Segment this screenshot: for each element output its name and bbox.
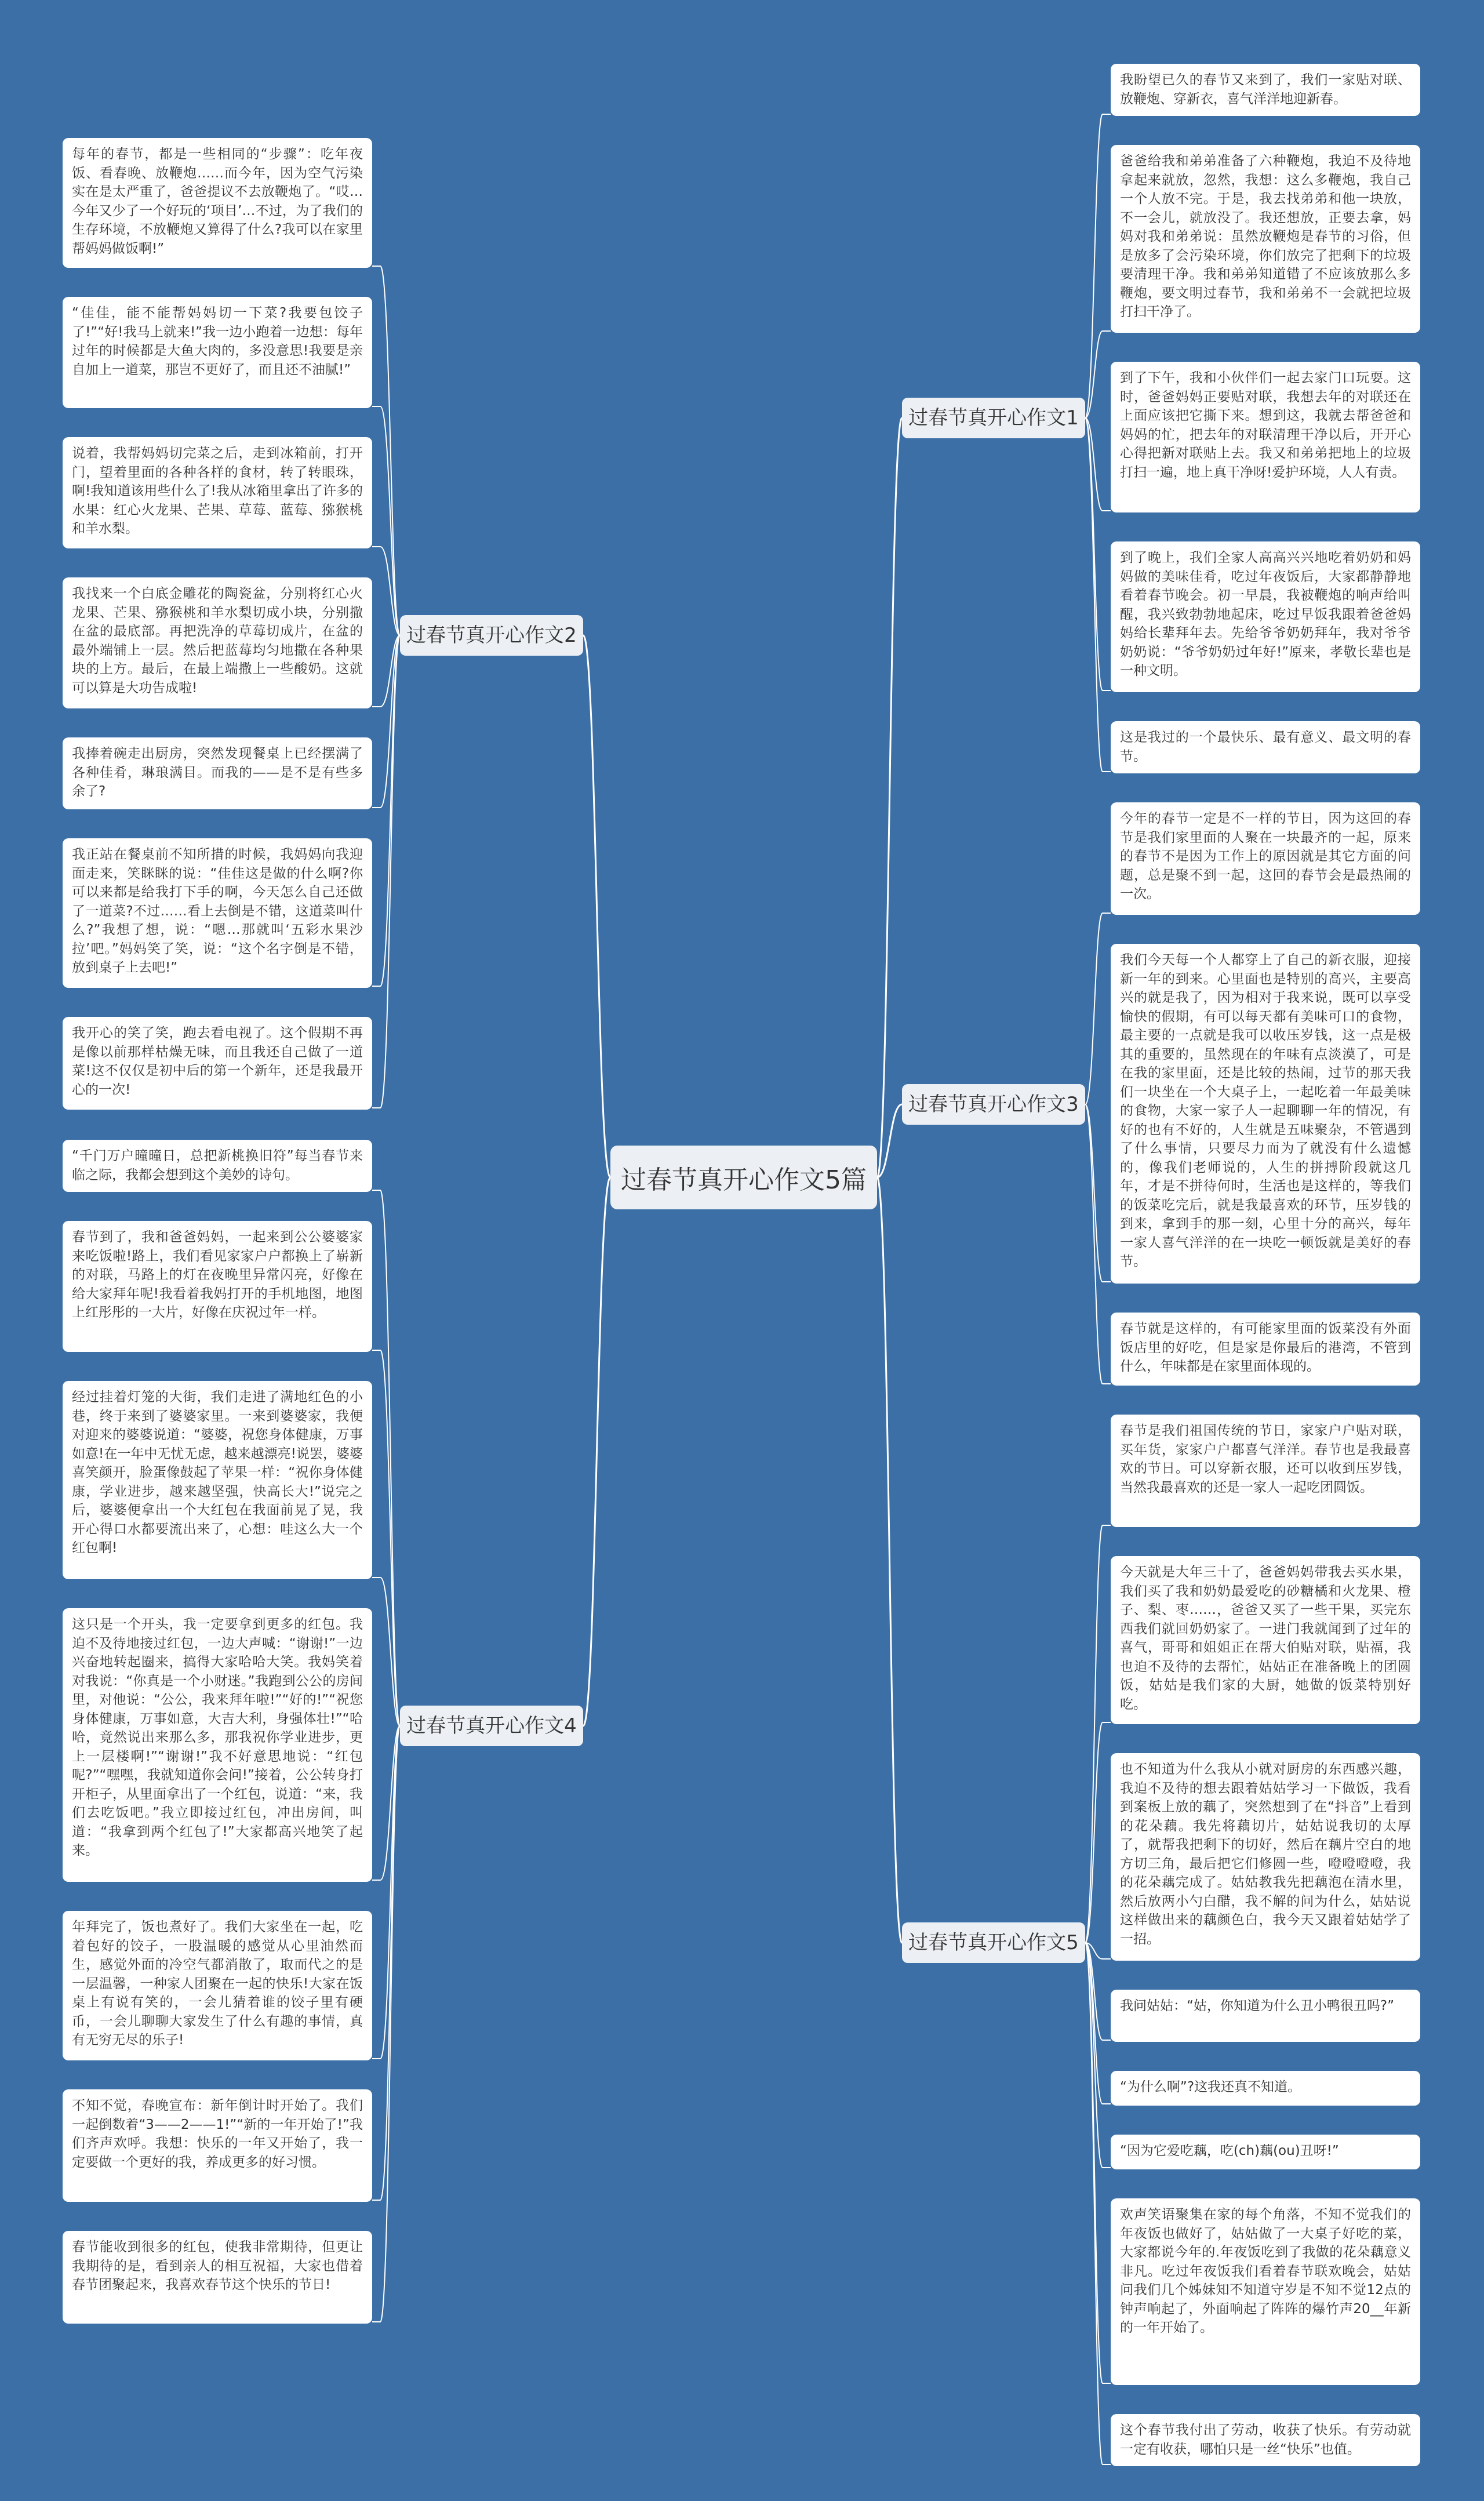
leaf-3-2: 我们今天每一个人都穿上了自己的新衣服，迎接新一年的到来。心里面也是特别的高兴，主要高兴的就是我了，因为相对于我来说，既可以享受愉快的假期，有可以每天都有美味可口的食物，最主要的一点就是我可以收压岁钱，这一点是极其的重要的，虽然现在的年味有点淡漠了，可是在我的家里面，还是比较的热闹，过节的那天我们一块坐在一个大桌子上，一起吃着一年最美味的食物，大家一家子人一起聊聊一年的情况，有好的也有不好的，人生就是五味聚杂，不管遇到了什么事情，只要尽力而为了就没有什么遗憾的，像我们老师说的，人生的拼搏阶段就这几年，才是不拼待何时，生活也是这样的，等我们的饭菜吃完后，就是我最喜欢的环节，压岁钱的到来，拿到手的那一刻，心里十分的高兴，每年一家人喜气洋洋的在一块吃一顿饭就是美好的春节。 [1111,944,1420,1284]
connector [1085,1943,1111,2464]
connector [877,1177,902,1943]
leaf-3-1: 今年的春节一定是不一样的节日，因为这回的春节是我们家里面的人聚在一块最齐的一起，原来的春节不是因为工作上的原因就是其它方面的问题，总是聚不到一起，这回的春节会是最热闹的一次。 [1111,802,1420,915]
connector [372,266,400,635]
connector [372,1190,400,1726]
leaf-5-8: 这个春节我付出了劳动，收获了快乐。有劳动就一定有收获，哪怕只是一丝“快乐”也值。 [1111,2414,1420,2466]
connector [372,547,400,635]
leaf-1-1: 我盼望已久的春节又来到了，我们一家贴对联、放鞭炮、穿新衣，喜气洋洋地迎新春。 [1111,64,1420,116]
connector [1085,1104,1111,1384]
leaf-4-6: 不知不觉，春晚宣布：新年倒计时开始了。我们一起倒数着“3——2——1!”“新的一年开始了!”我们齐声欢呼。我想：快乐的一年又开始了，我一定要做一个更好的我，养成更多的好习惯。 [63,2089,372,2202]
connector [583,1177,610,1726]
leaf-2-5: 我捧着碗走出厨房，突然发现餐桌上已经摆满了各种佳肴，琳琅满目。而我的——是不是有些多余了? [63,737,372,809]
leaf-1-3: 到了下午，我和小伙伴们一起去家门口玩耍。这时，爸爸妈妈正要贴对联，我想去年的对联还在上面应该把它撕下来。想到这，我就去帮爸爸和妈妈的忙，把去年的对联清理干净以后，开开心心得把新对联贴上去。我又和弟弟把地上的垃圾打扫一遍，地上真干净呀!爱护环境，人人有责。 [1111,362,1420,512]
leaf-5-7: 欢声笑语聚集在家的每个角落，不知不觉我们的年夜饭也做好了，姑姑做了一大桌子好吃的菜，大家都说今年的.年夜饭吃到了我做的花朵藕意义非凡。吃过年夜饭我们看着春节联欢晚会，姑姑问我们几个姊妹知不知道守岁是不知不觉12点的钟声响起了，外面响起了阵阵的爆竹声20__年新的一年开始了。 [1111,2198,1420,2385]
leaf-5-6: “因为它爱吃藕，吃(ch)藕(ou)丑呀!” [1111,2135,1420,2169]
leaf-2-7: 我开心的笑了笑，跑去看电视了。这个假期不再是像以前那样枯燥无味，而且我还自己做了一道菜!这不仅仅是初中后的第一个新年，还是我最开心的一次! [63,1017,372,1110]
connector [1085,331,1111,418]
leaf-5-2: 今天就是大年三十了，爸爸妈妈带我去买水果，我们买了我和奶奶最爱吃的砂糖橘和火龙果、橙子、梨、枣……，爸爸又买了一些干果，买完东西我们就回奶奶家了。一进门我就闻到了过年的喜气，哥哥和姐姐正在帮大伯贴对联，贴福，我也迫不及待的去帮忙，姑姑正在准备晚上的团圆饭，姑姑是我们家的大厨，她做的饭菜特别好吃。 [1111,1556,1420,1724]
leaf-5-1: 春节是我们祖国传统的节日，家家户户贴对联，买年货，家家户户都喜气洋洋。春节也是我最喜欢的节日。可以穿新衣服，还可以收到压岁钱，当然我最喜欢的还是一家人一起吃团圆饭。 [1111,1415,1420,1527]
leaf-1-4: 到了晚上，我们全家人高高兴兴地吃着奶奶和妈妈做的美味佳肴，吃过年夜饭后，大家都静静地看着春节晚会。初一早晨，我被鞭炮的响声给叫醒，我兴致勃勃地起床，吃过早饭我跟着爸爸妈妈给长辈拜年去。先给爷爷奶奶拜年，我对爷爷奶奶说：“爷爷奶奶过年好!”原来，孝敬长辈也是一种文明。 [1111,541,1420,692]
root-topic[interactable]: 过春节真开心作文5篇 [610,1146,877,1209]
connector [372,635,400,986]
branch-topic-2[interactable]: 过春节真开心作文2 [400,615,583,656]
connector [372,1726,400,2200]
leaf-5-5: “为什么啊”?这我还真不知道。 [1111,2071,1420,2106]
leaf-5-4: 我问姑姑：“姑，你知道为什么丑小鸭很丑吗?” [1111,1990,1420,2042]
connector [1085,1943,1111,2383]
leaf-2-2: “佳佳，能不能帮妈妈切一下菜?我要包饺子了!”“好!我马上就来!”我一边小跑着一边想：每年过年的时候都是大鱼大肉的，多没意思!我要是亲自加上一道菜，那岂不更好了，而且还不油腻!” [63,297,372,408]
leaf-1-2: 爸爸给我和弟弟准备了六种鞭炮，我迫不及待地拿起来就放，忽然，我想：这么多鞭炮，我自己一个人放不完。于是，我去找弟弟和他一块放，不一会儿，就放没了。我还想放，正要去拿，妈妈对我和弟弟说：虽然放鞭炮是春节的习俗，但是放多了会污染环境，你们放完了把剩下的垃圾要清理干净。我和弟弟知道错了不应该放那么多鞭炮，要文明过春节，我和弟弟不一会就把垃圾打扫干净了。 [1111,145,1420,333]
branch-topic-5[interactable]: 过春节真开心作文5 [902,1922,1085,1963]
connector [372,1726,400,2322]
connector [1085,418,1111,511]
leaf-4-3: 经过挂着灯笼的大街，我们走进了满地红色的小巷，终于来到了婆婆家里。一来到婆婆家，我便对迎来的婆婆说道：“婆婆，祝您身体健康，万事如意!在一年中无忧无虑，越来越漂亮!说罢，婆婆喜笑颜开，脸蛋像鼓起了苹果一样：“祝你身体健康，学业进步，越来越坚强，快高长大!”说完之后，婆婆便拿出一个大红包在我面前晃了晃，我开心得口水都要流出来了，心想：哇这么大一个红包啊! [63,1381,372,1579]
connector [877,418,902,1177]
connector [372,1577,400,1726]
connector [1085,418,1111,772]
leaf-4-1: “千门万户曈曈日，总把新桃换旧符”每当春节来临之际，我都会想到这个美妙的诗句。 [63,1140,372,1192]
leaf-2-3: 说着，我帮妈妈切完菜之后，走到冰箱前，打开门，望着里面的各种各样的食材，转了转眼珠，啊!我知道该用些什么了!我从冰箱里拿出了许多的水果：红心火龙果、芒果、草莓、蓝莓、猕猴桃和羊水梨。 [63,437,372,548]
leaf-5-3: 也不知道为什么我从小就对厨房的东西感兴趣，我迫不及待的想去跟着姑姑学习一下做饭，我看到案板上放的藕了，突然想到了在“抖音”上看到的花朵藕。我先将藕切片，姑姑说我切的太厚了，就帮我把剩下的切好，然后在藕片空白的地方切三角，最后把它们修圆一些，噔噔噔噔，我的花朵藕完成了。姑姑教我先把藕泡在清水里，然后放两小勺白醋，我不解的问为什么，姑姑说这样做出来的藕颜色白，我今天又跟着姑姑学了一招。 [1111,1753,1420,1961]
leaf-1-5: 这是我过的一个最快乐、最有意义、最文明的春节。 [1111,721,1420,773]
leaf-4-5: 年拜完了，饭也煮好了。我们大家坐在一起，吃着包好的饺子，一股温暖的感觉从心里油然而生，感觉外面的冷空气都消散了，取而代之的是一层温馨，一种家人团聚在一起的快乐!大家在饭桌上有说有笑的，一会儿猜着谁的饺子里有硬币，一会儿聊聊大家发生了什么有趣的事情，真有无穷无尽的乐子! [63,1911,372,2060]
leaf-2-6: 我正站在餐桌前不知所措的时候，我妈妈向我迎面走来，笑眯眯的说：“佳佳这是做的什么啊?你可以来都是给我打下手的啊，今天怎么自己还做了一道菜?不过……看上去倒是不错，这道菜叫什么?”我想了想，说：“嗯…那就叫‘五彩水果沙拉’吧。”妈妈笑了笑，说：“这个名字倒是不错，放到桌子上去吧!” [63,838,372,988]
branch-topic-1[interactable]: 过春节真开心作文1 [902,398,1085,438]
leaf-4-7: 春节能收到很多的红包，使我非常期待，但更让我期待的是，看到亲人的相互祝福，大家也借着春节团聚起来，我喜欢春节这个快乐的节日! [63,2231,372,2324]
leaf-4-2: 春节到了，我和爸爸妈妈，一起来到公公婆婆家来吃饭啦!路上，我们看见家家户户都换上了崭新的对联，马路上的灯在夜晚里异常闪亮，好像在给大家拜年呢!我看着我妈打开的手机地图，地图上红彤彤的一大片，好像在庆祝过年一样。 [63,1221,372,1352]
branch-topic-3[interactable]: 过春节真开心作文3 [902,1084,1085,1125]
branch-topic-4[interactable]: 过春节真开心作文4 [400,1706,583,1746]
leaf-4-4: 这只是一个开头，我一定要拿到更多的红包。我迫不及待地接过红包，一边大声喊：“谢谢!”一边兴奋地转起圈来，搞得大家哈哈大笑。我妈笑着对我说：“你真是一个小财迷。”我跑到公公的房间里，对他说：“公公，我来拜年啦!”“好的!”“祝您身体健康，万事如意，大吉大利，身强体壮!”“哈哈，竟然说出来那么多，那我祝你学业进步，更上一层楼啊!”“谢谢!”我不好意思地说：“红包呢?”“嘿嘿，我就知道你会问!”接着，公公转身打开柜子，从里面拿出了一个红包，说道：“来，我们去吃饭吧。”我立即接过红包，冲出房间，叫道：“我拿到两个红包了!”大家都高兴地笑了起来。 [63,1608,372,1882]
connector [1085,418,1111,690]
leaf-2-1: 每年的春节，都是一些相同的“步骤”：吃年夜饭、看春晚、放鞭炮……而今年，因为空气污染实在是太严重了，爸爸提议不去放鞭炮了。“哎…今年又少了一个好玩的‘项目’…不过，为了我们的生存环境，不放鞭炮又算得了什么?我可以在家里帮妈妈做饭啊!” [63,138,372,268]
leaf-2-4: 我找来一个白底金雕花的陶瓷盆，分别将红心火龙果、芒果、猕猴桃和羊水梨切成小块，分别撒在盆的最底部。再把洗净的草莓切成片，在盆的最外端铺上一层。然后把蓝莓均匀地撒在各种果块的上方。最后，在最上端撒上一些酸奶。这就可以算是大功告成啦! [63,577,372,708]
connector [1085,114,1111,418]
connector [583,635,610,1177]
connector [1085,913,1111,1104]
connector [1085,1104,1111,1282]
connector [1085,1525,1111,1943]
leaf-3-3: 春节就是这样的，有可能家里面的饭菜没有外面饭店里的好吃，但是家是你最后的港湾，不管到什么，年味都是在家里面体现的。 [1111,1313,1420,1386]
